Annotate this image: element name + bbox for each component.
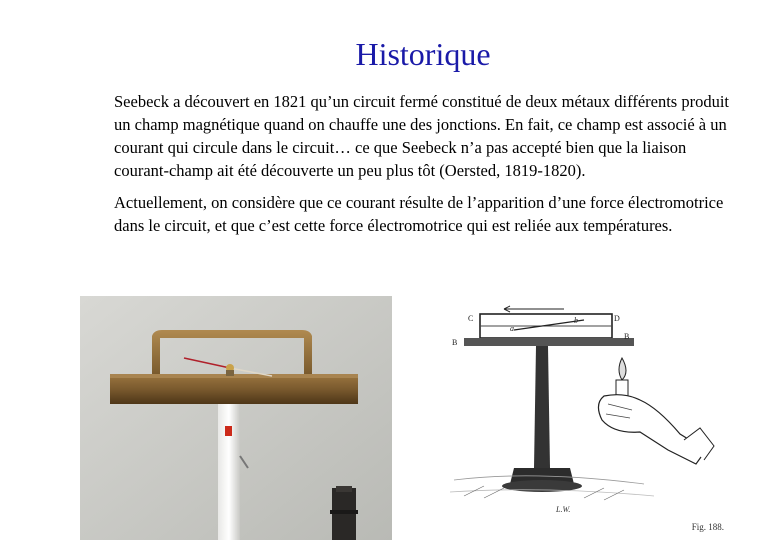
label-a: a [510, 324, 514, 333]
seebeck-apparatus-photo [80, 296, 392, 540]
engraver-signature: L.W. [556, 505, 571, 514]
label-d: D [614, 314, 620, 323]
figure-caption: Fig. 188. [691, 522, 724, 532]
slide-title: Historique [355, 36, 491, 72]
slide-body [114, 90, 734, 246]
paragraph-current-understanding: Actuellement, on considère que ce courant résulte de l’apparition d’une force électromotrice dans le circuit, et que c’est cette force électromotrice qui est reliée aux températures. [114, 193, 724, 235]
label-b-right: B [624, 332, 630, 341]
label-b-left: B [452, 338, 458, 347]
paragraph-history: Seebeck a découvert en 1821 qu’un circuit fermé constitué de deux métaux différents produit un champ magnétique quand on chauffe une des jonctions. En fait, ce champ est associé à un courant qui circule dans le circuit… ce que Seebeck n’a pas accepté bien que la liaison courant-champ ait été découverte un peu plus tôt (Oersted, 1819-1820). [114, 92, 730, 180]
label-c: C [468, 314, 474, 323]
seebeck-experiment-engraving [444, 300, 734, 540]
label-b-italic: b [574, 316, 578, 325]
